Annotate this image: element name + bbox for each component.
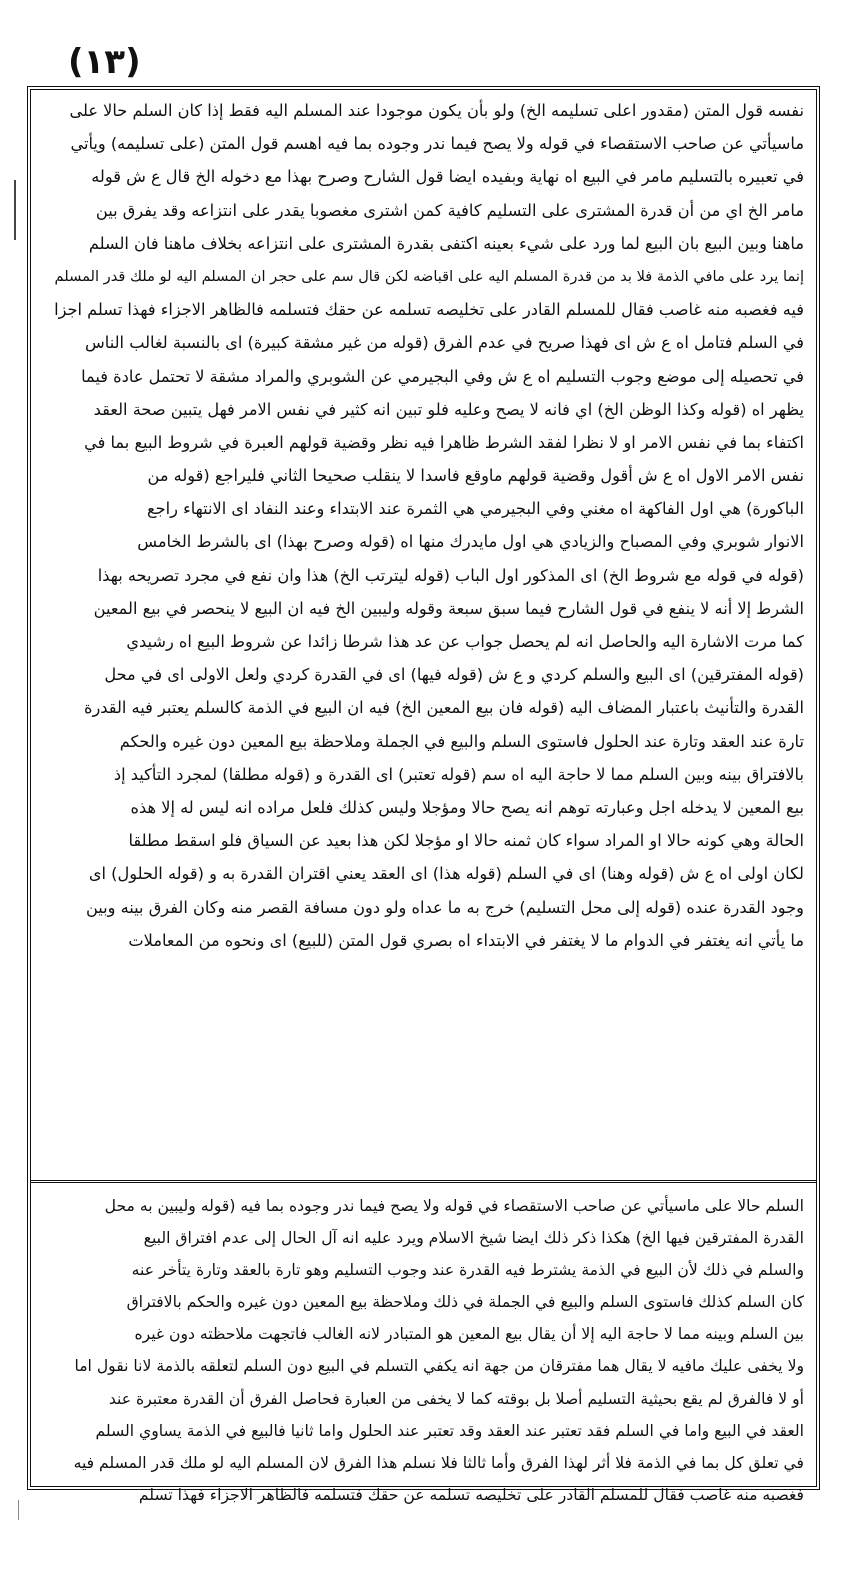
lower-text-line: العقد في البيع واما في السلم فقد تعتبر عند العقد وقد تعتبر عند الحلول واما ثانيا فالبيع في الذمة يساوي السلم [95,1421,804,1440]
main-text-line: (قوله المفترقين) اى البيع والسلم كردي و ع ش (قوله فيها) اى في القدرة كردي ولعل الاولى اى في محل [104,665,804,685]
main-text-line: مامر الخ اي من أن قدرة المشترى على التسليم كافية كمن اشترى مغصوبا يقدر على انتزاعه وقد يفرق بين [95,200,804,220]
lower-commentary [37,1190,810,1504]
main-text-line: بالافتراق بينه وبين السلم مما لا حاجة اليه اه سم (قوله تعتبر) اى القدرة و (قوله مطلقا) لمجرد التأكيد إذ [113,764,804,784]
main-text-line: يظهر اه (قوله وكذا الوظن الخ) اي فانه لا يصح وعليه فلو تبين انه كثير في نفس الامر فهل يتبين صحة العقد [93,399,804,419]
main-text-line: الشرط إلا أنه لا ينفع في قول الشارح فيما سبق سبعة وقوله وليبين الخ فيه ان البيع لا ينحصر في بيع المعين [93,598,804,618]
lower-text-line: بين السلم وبينه مما لا حاجة اليه إلا أن يقال بيع المعين هو المتبادر لانه الغالب فاتجهت ملاحظته دون غيره [134,1325,804,1344]
lower-text-line: في تعلق كل بما في الذمة فلا أثر لهذا الفرق وأما ثالثا فلا نسلم هذا الفرق لان المسلم اليه لو ملك قدر المسلم فيه [73,1453,804,1472]
main-text-line: إنما يرد على مافي الذمة فلا بد من قدرة المسلم اليه على اقباضه لكن قال سم على حجر ان المسلم اليه لو ملك قدر المسلم [54,267,804,285]
lower-text-line: أو لا فالفرق لم يقع بحيثية التسليم أصلا بل بوقته كما لا يخفى من العبارة فحاصل الفرق أن القدرة معتبرة عند [108,1389,804,1408]
main-text-line: في تعبيره بالتسليم مامر في البيع اه نهاية وبفيده ايضا قول الشارح وصرح بهذا مع دخوله الخ قال ع ش قوله [91,167,804,187]
main-text-line: نفسه قول المتن (مقدور اعلى تسليمه الخ) ولو بأن يكون موجودا عند المسلم اليه فقط إذا كان السلم حالا على [69,101,804,120]
main-text-line: نفس الامر الاول اه ع ش أقول وقضية قولهم ماوقع فاسدا لا ينقلب صحيحا الثاني فليراجع (قوله من [147,466,804,486]
main-text-line: (قوله في قوله مع شروط الخ) اى المذكور اول الباب (قوله ليترتب الخ) هذا وان نفع في مجرد تصريحه بهذا [97,565,804,585]
main-text-line: كما مرت الاشارة اليه والحاصل انه لم يحصل جواب عن عد هذا شرطا زائدا عن شروط البيع اه رشيدي [126,632,804,651]
main-text-line: تارة عند العقد وتارة عند الحلول فاستوى السلم والبيع في الجملة وملاحظة بيع المعين دون غيره والحكم [119,731,804,751]
main-text-line: الانوار شوبري وفي المصباح والزيادي هي اول مايدرك منها اه (قوله وصرح بهذا) اى بالشرط الخامس [137,532,804,552]
main-text-line: ما يأتي انه يغتفر في الدوام ما لا يغتفر في الابتداء اه بصري قول المتن (للبيع) اى ونحوه من المعاملات [128,930,804,950]
lower-text-line: كان السلم كذلك فاستوى السلم والبيع في الجملة في ذلك وملاحظة بيع المعين دون غيره والحكم بالافتراق [126,1293,804,1312]
main-text-line: اكتفاء بما في نفس الامر او لا نظرا لفقد الشرط ظاهرا فيه نظر وقضية قولهم العبرة في شروط البيع بما في [84,432,804,452]
lower-text-line: والسلم في ذلك لأن البيع في الذمة يشترط فيه القدرة عند وجوب التسليم وهو تارة بالعقد وتارة يتأخر عنه [131,1261,804,1280]
binding-mark [14,180,16,240]
main-commentary [37,94,810,1174]
main-text-line: في تحصيله إلى موضع وجوب التسليم اه ع ش وفي البجيرمي عن الشوبري والمراد مشقة لا تحتمل عادة فيما [81,366,804,386]
binding-mark-lower [18,1500,19,1520]
main-text-line: وجود القدرة عنده (قوله إلى محل التسليم) خرج به ما عداه ولو دون مسافة القصر منه وكان الفرق بينه وبين [85,897,804,917]
main-text-line: ماهنا وبين البيع بان البيع لما ورد على شيء بعينه اكتفى بقدرة المشترى على انتزاعه بخلاف ماهنا فان السلم [88,233,804,253]
main-text-line: بيع المعين لا يدخله اجل وعبارته توهم انه يصح حالا ومؤجلا وليس كذلك فلعل مراده انه ليس له إلا هذه [130,797,804,817]
section-divider [31,1180,816,1183]
main-text-line: ماسيأتي عن صاحب الاستقصاء في قوله ولا يصح فيما ندر وجوده بما فيه اهسم قول المتن (على تسليمه) ويأتي [70,134,804,154]
main-text-line: لكان اولى اه ع ش (قوله وهنا) اى في السلم (قوله هذا) اى العقد يعني اقتران القدرة به و (قوله الحلول) اى [88,864,804,884]
main-text-line: في السلم فتامل اه ع ش اى فهذا صريح في عدم الفرق (قوله من غير مشقة كبيرة) اى بالنسبة لغالب الناس [85,333,804,353]
lower-text-line: السلم حالا على ماسيأتي عن صاحب الاستقصاء في قوله ولا يصح فيما ندر وجوده بما فيه (قوله وليبين به محل [104,1197,804,1215]
page-number: (١٣) [68,42,141,82]
lower-text-line: القدرة المفترقين فيها الخ) هكذا ذكر ذلك ايضا شيخ الاسلام ويرد عليه انه آل الحال إلى عدم افتراق البيع [143,1229,804,1248]
lower-text-line: فغصبه منه غاصب فقال للمسلم القادر على تخليصه تسلمه عن حقك فتسلمه فالظاهر الاجزاء فهذا تسلم [138,1485,804,1504]
main-text-line: الحالة وهي كونه حالا او المراد سواء كان ثمنه حالا او مؤجلا لكن هذا بعيد عن السياق فلو اسقط مطلقا [128,831,804,851]
main-text-line: القدرة والتأنيث باعتبار المضاف اليه (قوله فان بيع المعين الخ) فيه ان البيع في الذمة كالسلم يعتبر فيه القدرة [84,698,804,718]
lower-text-line: ولا يخفى عليك مافيه لا يقال هما مفترقان من جهة انه يكفي التسلم في البيع دون السلم لتعلقه بالذمة لانا نقول اما [74,1357,804,1376]
main-text-line: الباكورة) هي اول الفاكهة اه مغني وفي البجيرمي هي الثمرة عند الابتداء وعند النفاد اى الانتهاء راجع [147,499,804,519]
main-text-line: فيه فغصبه منه غاصب فقال للمسلم القادر على تخليصه تسلمه عن حقك فتسلمه فالظاهر الاجزاء فهذا تسلم اجزا [54,300,804,320]
